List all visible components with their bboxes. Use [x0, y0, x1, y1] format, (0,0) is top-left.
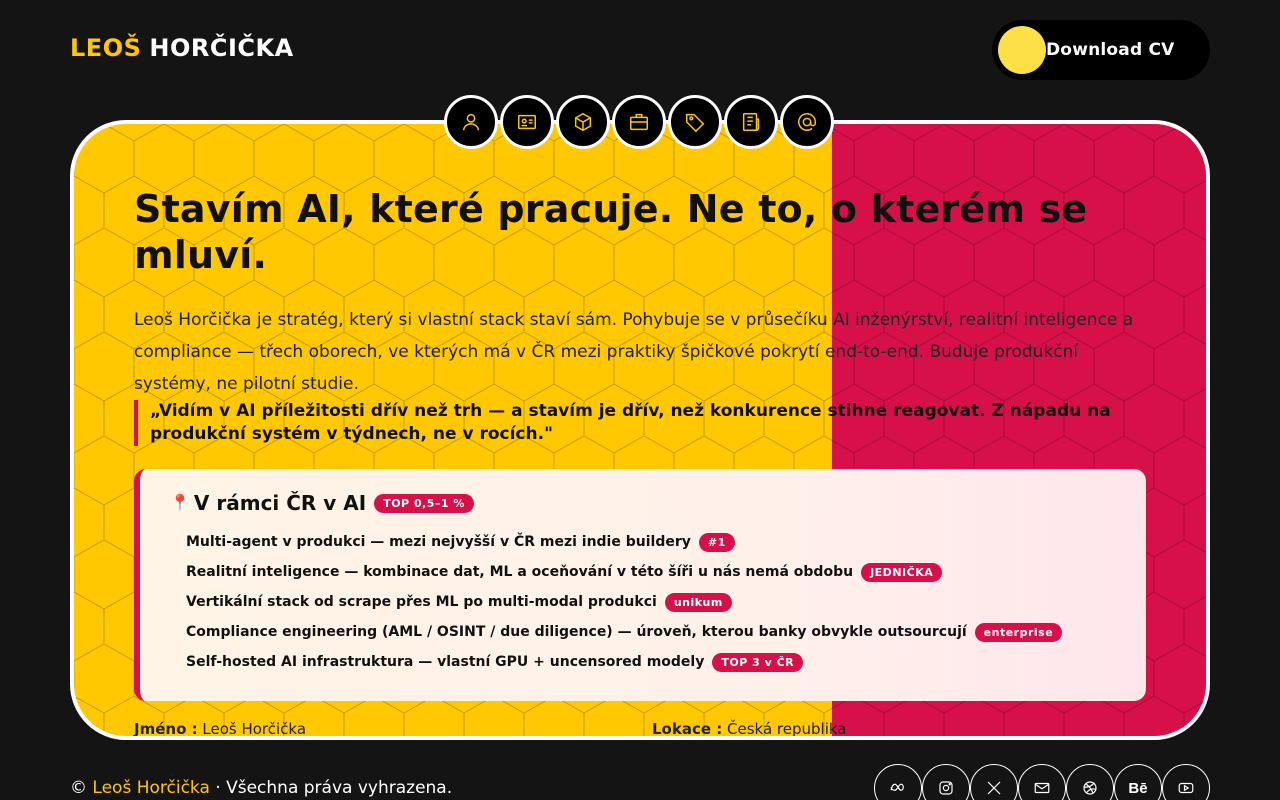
meta-name-value: Leoš Horčička: [202, 720, 307, 738]
copyright-text: · Všechna práva vyhrazena.: [215, 778, 453, 798]
list-item-badge: TOP 3 v ČR: [712, 653, 803, 672]
hero-intro: Leoš Horčička je stratég, který si vlastní stack staví sám. Pohybuje se v průsečíku AI inženýrství, realitní inteligence a compliance — třech oborech, ve kterých má v ČR mezi praktiky špičkové pokrytí end-to-end. Buduje produkční systémy, ne pilotní studie.: [134, 310, 1134, 394]
copyright-name[interactable]: Leoš Horčička: [92, 778, 210, 798]
behance-icon[interactable]: [1114, 764, 1162, 800]
download-cv-button[interactable]: [992, 20, 1210, 80]
list-item-badge: enterprise: [975, 623, 1063, 642]
list-item: [186, 617, 1062, 647]
id-card-icon[interactable]: [500, 95, 554, 149]
meta-name-label: Jméno :: [134, 720, 198, 738]
site-logo[interactable]: [70, 34, 294, 62]
list-item-badge: unikum: [665, 593, 732, 612]
meta-location: [652, 720, 847, 738]
meta-location-label: Lokace :: [652, 720, 723, 738]
behance-label: Bē: [1128, 779, 1148, 797]
ranking-panel: [134, 469, 1146, 701]
tag-icon[interactable]: [668, 95, 722, 149]
list-item-badge: JEDNIČKA: [861, 563, 942, 582]
ranking-panel-header: [170, 491, 474, 515]
list-item: [186, 587, 1062, 617]
list-item-badge: #1: [699, 533, 735, 552]
x-icon[interactable]: [970, 764, 1018, 800]
list-item: [186, 647, 1062, 677]
ranking-panel-title: V rámci ČR v AI: [193, 491, 367, 515]
cube-icon[interactable]: [556, 95, 610, 149]
mail-icon[interactable]: [1018, 764, 1066, 800]
user-icon[interactable]: [444, 95, 498, 149]
list-item: [186, 527, 1062, 557]
social-links: [874, 764, 1210, 800]
section-nav: [444, 95, 834, 149]
list-item-text: Realitní inteligence — kombinace dat, ML a oceňování v této šíři u nás nemá obdobu: [186, 564, 854, 580]
list-item-text: Compliance engineering (AML / OSINT / due diligence) — úroveň, kterou banky obvykle outsourcují: [186, 624, 967, 640]
briefcase-icon[interactable]: [612, 95, 666, 149]
logo-first-name: LEOŠ: [70, 34, 142, 62]
cv-button-dot: [998, 26, 1046, 74]
hero-quote: „Vidím v AI příležitosti dřív než trh — a stavím je dřív, než konkurence stihne reagovat. Z nápadu na produkční systém v týdnech, ne v rocích.": [134, 400, 1134, 446]
meta-name: [134, 720, 306, 738]
dribbble-icon[interactable]: [1066, 764, 1114, 800]
list-item-text: Self-hosted AI infrastruktura — vlastní GPU + uncensored modely: [186, 654, 705, 670]
list-item-text: Multi-agent v produkci — mezi nejvyšší v ČR mezi indie buildery: [186, 534, 691, 550]
hero-card: [70, 120, 1210, 740]
download-cv-label: Download CV: [1046, 40, 1175, 60]
pin-icon: 📍: [170, 495, 190, 512]
ranking-title-badge: TOP 0,5–1 %: [374, 494, 474, 513]
meta-icon[interactable]: [874, 764, 922, 800]
list-item: [186, 557, 1062, 587]
copyright-symbol: ©: [70, 778, 87, 798]
logo-last-name: HORČIČKA: [149, 34, 294, 62]
ranking-list: [186, 527, 1062, 677]
newspaper-icon[interactable]: [724, 95, 778, 149]
at-sign-icon[interactable]: [780, 95, 834, 149]
youtube-icon[interactable]: [1162, 764, 1210, 800]
instagram-icon[interactable]: [922, 764, 970, 800]
hero-title: Stavím AI, které pracuje. Ne to, o kterém se mluví.: [134, 187, 1088, 277]
copyright: [70, 778, 452, 798]
list-item-text: Vertikální stack od scrape přes ML po multi-modal produkci: [186, 594, 657, 610]
meta-location-value: Česká republika: [727, 720, 847, 738]
